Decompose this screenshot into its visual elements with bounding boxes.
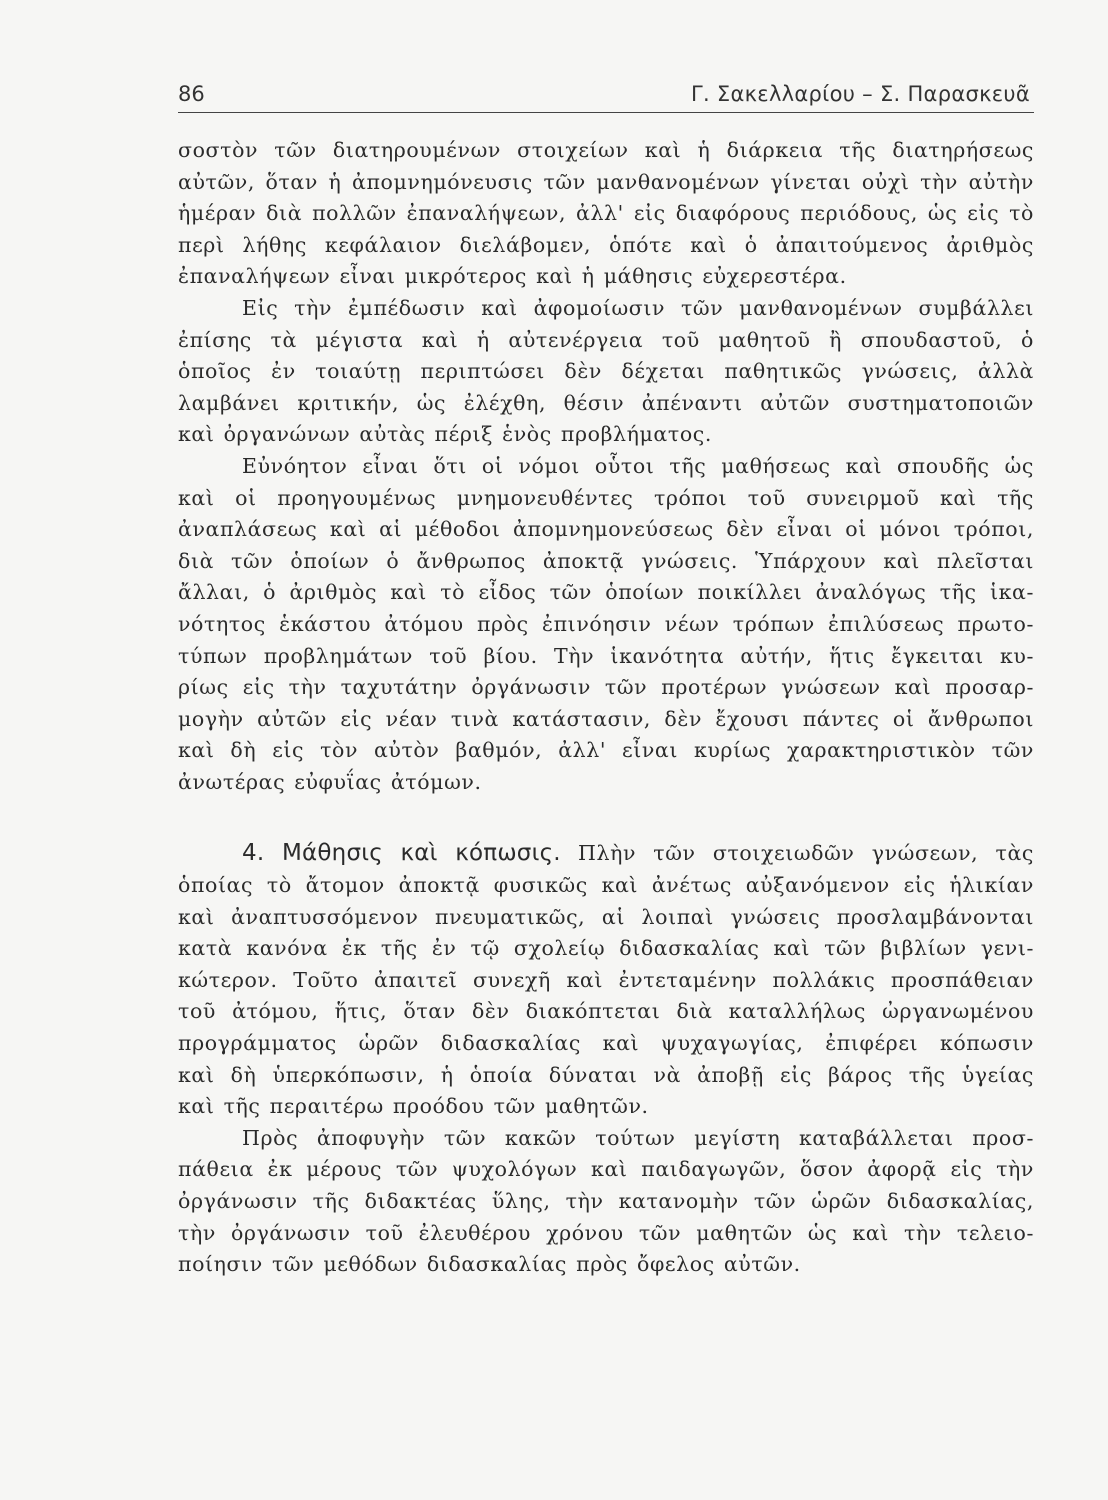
text-line: καὶ ὀργανώνων αὐτὰς πέριξ ἑνὸς προβλήματος. bbox=[178, 422, 712, 447]
text-line: μογὴν αὐτῶν εἰς νέαν τινὰ κατάστασιν, δὲν ἔχουσι πάντες οἱ ἄνθρωποι bbox=[178, 706, 1034, 731]
paragraph-1 bbox=[178, 135, 1034, 293]
text-line: ἐπαναλήψεων εἶναι μικρότερος καὶ ἡ μάθησις εὐχερεστέρα. bbox=[178, 264, 847, 289]
text-line: καὶ τῆς περαιτέρω προόδου τῶν μαθητῶν. bbox=[178, 1094, 649, 1119]
text-line: αὐτῶν, ὅταν ἡ ἀπομνημόνευσις τῶν μανθανομένων γίνεται οὐχὶ τὴν αὐτὴν bbox=[178, 169, 1034, 194]
text-line: ἐπίσης τὰ μέγιστα καὶ ἡ αὐτενέργεια τοῦ μαθητοῦ ἢ σπουδαστοῦ, ὁ bbox=[178, 327, 1034, 352]
text-line: καὶ οἱ προηγουμένως μνημονευθέντες τρόποι τοῦ συνειρμοῦ καὶ τῆς bbox=[178, 485, 1034, 510]
text-line: τοῦ ἀτόμου, ἥτις, ὅταν δὲν διακόπτεται διὰ καταλλήλως ὠργανωμένου bbox=[178, 999, 1034, 1024]
text-line: ὀργάνωσιν τῆς διδακτέας ὕλης, τὴν κατανομὴν τῶν ὡρῶν διδασκαλίας, bbox=[178, 1189, 1034, 1213]
text-line: ὁποῖος ἐν τοιαύτῃ περιπτώσει δὲν δέχεται παθητικῶς γνώσεις, ἀλλὰ bbox=[178, 359, 1034, 384]
text-line: καὶ δὴ ὑπερκόπωσιν, ἡ ὁποία δύναται νὰ ἀποβῇ εἰς βάρος τῆς ὑγείας bbox=[178, 1062, 1034, 1087]
text-line: ἄλλαι, ὁ ἀριθμὸς καὶ τὸ εἶδος τῶν ὁποίων ποικίλλει ἀναλόγως τῆς ἱκα- bbox=[178, 580, 1034, 605]
text-line: περὶ λήθης κεφάλαιον διελάβομεν, ὁπότε καὶ ὁ ἀπαιτούμενος ἀριθμὸς bbox=[178, 232, 1034, 257]
running-title: Γ. Σακελλαρίου – Σ. Παρασκευᾶ bbox=[690, 82, 1030, 106]
text-line: Εὐνόητον εἶναι ὅτι οἱ νόμοι οὗτοι τῆς μαθήσεως καὶ σπουδῆς ὡς bbox=[242, 453, 1034, 478]
text-line: λαμβάνει κριτικήν, ὡς ἐλέχθη, θέσιν ἀπέναντι αὐτῶν συστηματοποιῶν bbox=[178, 390, 1034, 415]
text-line: καὶ δὴ εἰς τὸν αὐτὸν βαθμόν, ἀλλ' εἶναι κυρίως χαρακτηριστικὸν τῶν bbox=[178, 738, 1034, 763]
paragraph-3 bbox=[178, 451, 1034, 799]
text-line: ρίως εἰς τὴν ταχυτάτην ὀργάνωσιν τῶν προτέρων γνώσεων καὶ προσαρ- bbox=[178, 675, 1034, 700]
text-line: ἡμέραν διὰ πολλῶν ἐπαναλήψεων, ἀλλ' εἰς διαφόρους περιόδους, ὡς εἰς τὸ bbox=[178, 201, 1034, 226]
paragraph-2 bbox=[178, 293, 1034, 451]
text-line: ἀναπλάσεως καὶ αἱ μέθοδοι ἀπομνημονεύσεως δὲν εἶναι οἱ μόνοι τρόποι, bbox=[178, 517, 1034, 542]
section-first-line-text: Πλὴν τῶν στοιχειωδῶν γνώσεων, τὰς bbox=[578, 841, 1034, 866]
text-line: τὴν ὀργάνωσιν τοῦ ἐλευθέρου χρόνου τῶν μαθητῶν ὡς καὶ τὴν τελειο- bbox=[178, 1220, 1034, 1245]
text-line: σοστὸν τῶν διατηρουμένων στοιχείων καὶ ἡ διάρκεια τῆς διατηρήσεως bbox=[178, 138, 1034, 162]
body-text bbox=[178, 135, 1034, 1281]
text-line: πάθεια ἐκ μέρους τῶν ψυχολόγων καὶ παιδαγωγῶν, ὅσον ἀφορᾷ εἰς τὴν bbox=[178, 1157, 1034, 1182]
section-heading: 4. Μάθησις καὶ κόπωσις. bbox=[242, 840, 561, 867]
page-header bbox=[178, 82, 1034, 113]
text-line: ὁποίας τὸ ἄτομον ἀποκτᾷ φυσικῶς καὶ ἀνέτως αὐξανόμενον εἰς ἡλικίαν bbox=[178, 873, 1034, 898]
text-line: κώτερον. Τοῦτο ἀπαιτεῖ συνεχῆ καὶ ἐντεταμένην πολλάκις προσπάθειαν bbox=[178, 967, 1034, 992]
text-line: ποίησιν τῶν μεθόδων διδασκαλίας πρὸς ὄφελος αὐτῶν. bbox=[178, 1252, 801, 1277]
text-line: διὰ τῶν ὁποίων ὁ ἄνθρωπος ἀποκτᾷ γνώσεις. Ὑπάρχουν καὶ πλεῖσται bbox=[178, 548, 1034, 573]
text-line: Εἰς τὴν ἐμπέδωσιν καὶ ἀφομοίωσιν τῶν μανθανομένων συμβάλλει bbox=[242, 295, 1034, 320]
text-line: προγράμματος ὡρῶν διδασκαλίας καὶ ψυχαγωγίας, ἐπιφέρει κόπωσιν bbox=[178, 1031, 1034, 1056]
text-line: τύπων προβλημάτων τοῦ βίου. Τὴν ἱκανότητα αὐτήν, ἥτις ἔγκειται κυ- bbox=[178, 643, 1034, 668]
text-line: ἀνωτέρας εὐφυΐας ἀτόμων. bbox=[178, 769, 482, 794]
text-line: καὶ ἀναπτυσσόμενον πνευματικῶς, αἱ λοιπαὶ γνώσεις προσλαμβάνονται bbox=[178, 904, 1034, 929]
section-4 bbox=[178, 838, 1034, 1122]
text-line: νότητος ἑκάστου ἀτόμου πρὸς ἐπινόησιν νέων τρόπων ἐπιλύσεως πρωτο- bbox=[178, 611, 1034, 636]
text-line: κατὰ κανόνα ἐκ τῆς ἐν τῷ σχολείῳ διδασκαλίας καὶ τῶν βιβλίων γενι- bbox=[178, 936, 1034, 961]
text-line: Πρὸς ἀποφυγὴν τῶν κακῶν τούτων μεγίστη καταβάλλεται προσ- bbox=[242, 1125, 1034, 1150]
paragraph-final bbox=[178, 1123, 1034, 1281]
page-number: 86 bbox=[178, 82, 205, 106]
book-page bbox=[178, 82, 1034, 1281]
section-first-line bbox=[178, 838, 1034, 870]
